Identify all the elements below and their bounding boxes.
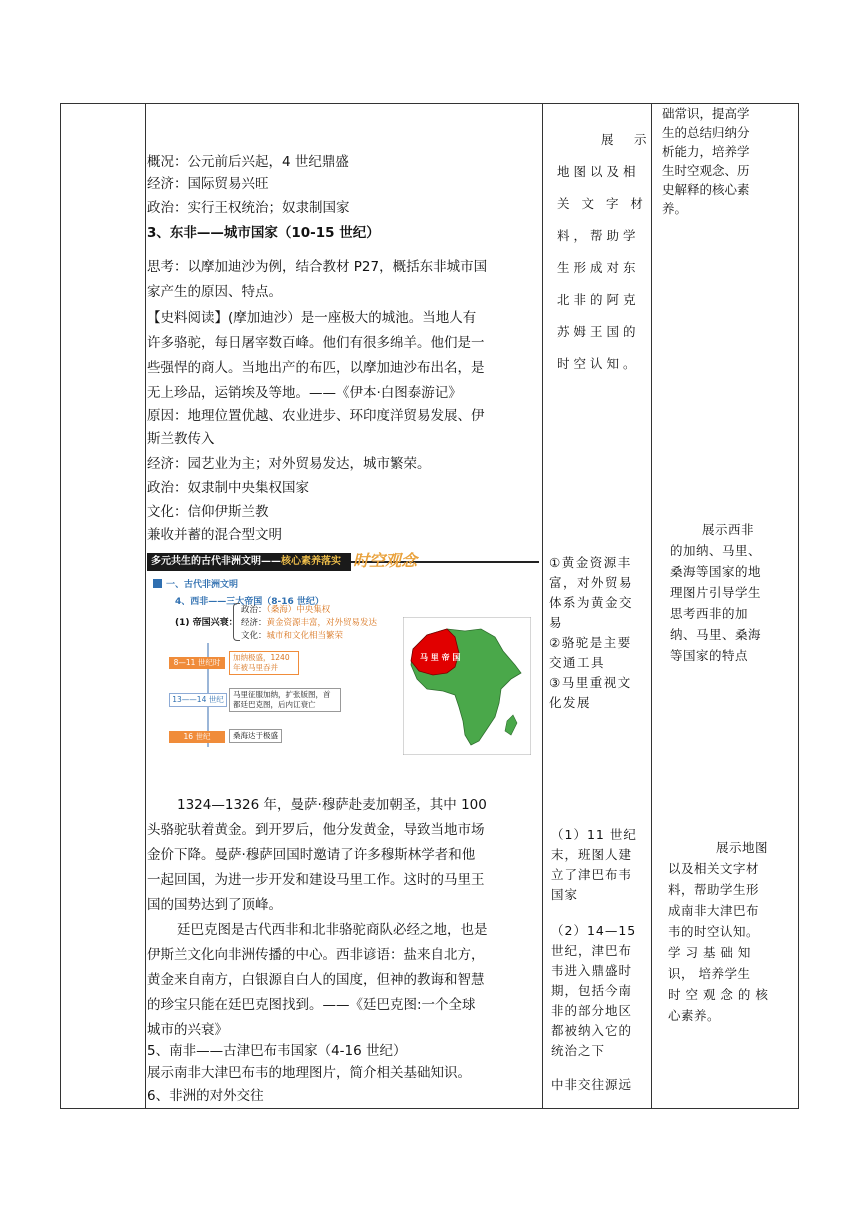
- column3-line: 韦进入鼎盛时: [551, 963, 633, 978]
- column4-line: 学 习 基 础 知: [668, 945, 751, 960]
- column3-line: 世纪，津巴布: [551, 943, 633, 958]
- column3-line: 中非交往源远: [551, 1077, 633, 1092]
- column3-bottom-block: [543, 825, 659, 1095]
- column3-line: ①黄金资源丰: [549, 555, 632, 570]
- section-heading-external-exchange: 6、非洲的对外交往: [147, 1088, 264, 1104]
- column3-line: 末，班图人建: [551, 847, 633, 862]
- column4-line: 时 空 观 念 的 核: [668, 987, 769, 1002]
- slide-item-label: 文化：: [241, 631, 267, 641]
- column3-line: 国家: [551, 887, 579, 902]
- politics-line: 政治：实行王权统治；奴隶制国家: [147, 200, 350, 216]
- economy-line: 经济：园艺业为主；对外贸易发达，城市繁荣。: [147, 456, 431, 472]
- economy-line: 经济：国际贸易兴旺: [147, 176, 269, 192]
- timeline-note-text: 马里征服加纳，扩张版图，首都廷巴克图，后内讧衰亡: [233, 690, 331, 709]
- slide-item-label: 经济：: [241, 618, 267, 628]
- column3-line: ③马里重视文: [549, 675, 632, 690]
- mansa-musa-paragraph-line: 国的国势达到了顶峰。: [147, 897, 282, 913]
- source-reading-line: 【史料阅读】(摩加迪沙）是一座极大的城池。当地人有: [147, 310, 477, 326]
- column4-line: 纳、马里、桑海: [670, 627, 762, 642]
- culture-line: 文化：信仰伊斯兰教: [147, 504, 269, 520]
- column4-line: 生的总结归纳分: [662, 125, 750, 140]
- column4-line: 础常识，提高学: [662, 106, 750, 121]
- column4-line: 成南非大津巴布: [668, 903, 760, 918]
- slide-item-economy: [241, 616, 377, 628]
- column4-line: 心素养。: [668, 1008, 721, 1023]
- slide-header-accent: 核心素养落实: [281, 556, 341, 567]
- column4-line: 思考西非的加: [670, 606, 749, 621]
- column4-line: 料，帮助学生形: [668, 882, 760, 897]
- column3-line: （1）11 世纪: [551, 827, 637, 842]
- column-divider-1: [145, 104, 146, 1108]
- slide-header-title: 多元共生的古代非洲文明——: [151, 556, 281, 567]
- column3-line: 期，包括今南: [551, 983, 633, 998]
- column4-line: 析能力，培养学: [662, 144, 750, 159]
- column3-line: ②骆驼是主要: [549, 635, 632, 650]
- source-reading-line: 无上珍品，运销埃及等地。——《伊本·白图泰游记》: [147, 385, 462, 401]
- column3-line: 生形成对东: [557, 260, 640, 275]
- source-reading-line: 许多骆驼，每日屠宰数百峰。他们有很多绵羊。他们是一: [147, 335, 485, 351]
- column4-line: 展示地图: [716, 840, 769, 855]
- column3-line: 富，对外贸易: [549, 575, 634, 590]
- column4-bottom-block: [652, 837, 814, 1026]
- column3-line: 关 文 字 材: [557, 196, 647, 211]
- column4-line: 展示西非: [702, 522, 755, 537]
- column3-line: 时空认知。: [557, 356, 640, 371]
- timeline-tag: 13——14 世纪: [169, 693, 227, 707]
- column3-line: 交通工具: [549, 655, 606, 670]
- slide-section: [153, 577, 238, 590]
- civilization-line: 兼收并蓄的混合型文明: [147, 527, 282, 543]
- timbuktu-paragraph-line: 的珍宝只能在廷巴克图找到。——《廷巴克图:一个全球: [147, 997, 476, 1013]
- column4-mid-block: [652, 519, 816, 666]
- slide-item-value: （桑海）中央集权: [266, 605, 331, 615]
- column4-line: 理图片引导学生: [670, 585, 762, 600]
- lesson-plan-table: [60, 103, 799, 1109]
- zimbabwe-intro-line: 展示南非大津巴布韦的地理图片，简介相关基础知识。: [147, 1065, 471, 1081]
- column3-line: 展 示: [601, 132, 651, 147]
- africa-map: [403, 617, 531, 755]
- think-question-line: 家产生的原因、特点。: [147, 284, 282, 300]
- timbuktu-paragraph-line: 廷巴克图是古代西非和北非骆驼商队必经之地，也是: [177, 922, 488, 938]
- column4-line: 桑海等国家的地: [670, 564, 762, 579]
- slide-item-politics: [241, 603, 330, 615]
- mansa-musa-paragraph-line: 一起回国，为进一步开发和建设马里工作。这时的马里王: [147, 872, 485, 888]
- column3-line: 体系为黄金交: [549, 595, 634, 610]
- column4-line: 韦的时空认知。: [668, 924, 760, 939]
- timbuktu-paragraph-line: 黄金来自南方，白银源自白人的国度，但神的教诲和智慧: [147, 972, 485, 988]
- timeline-tag: 8—11 世纪时: [169, 657, 225, 669]
- timeline-note: 桑海达于极盛: [229, 729, 282, 743]
- column3-line: 料，帮助学: [557, 228, 640, 243]
- west-africa-slide-image: [147, 547, 539, 769]
- column3-line: 非的部分地区: [551, 1003, 633, 1018]
- column3-line: 北非的阿克: [557, 292, 640, 307]
- timbuktu-paragraph-line: 城市的兴衰》: [147, 1022, 228, 1038]
- timeline-note-text: 加纳极盛，1240 年被马里吞并: [233, 653, 290, 672]
- column4-line: 史解释的核心素: [662, 182, 750, 197]
- mansa-musa-paragraph-line: 1324—1326 年，曼萨·穆萨赴麦加朝圣，其中 100: [177, 797, 487, 813]
- column4-line: 等国家的特点: [670, 648, 749, 663]
- mansa-musa-paragraph-line: 头骆驼驮着黄金。到开罗后，他分发黄金，导致当地市场: [147, 822, 485, 838]
- reason-line: 斯兰教传入: [147, 431, 215, 447]
- column3-line: 立了津巴布韦: [551, 867, 633, 882]
- slide-subsection: 4、西非——三大帝国（8-16 世纪）: [175, 597, 324, 607]
- slide-item-value: 黄金资源丰富，对外贸易发达: [266, 618, 378, 628]
- slide-item-value: 城市和文化相当繁荣: [266, 631, 344, 641]
- column4-line: 以及相关文字材: [668, 861, 760, 876]
- column3-line: 化发展: [549, 695, 592, 710]
- overview-line: 概况：公元前后兴起，4 世纪鼎盛: [147, 154, 349, 170]
- reason-line: 原因：地理位置优越、农业进步、环印度洋贸易发展、伊: [147, 408, 485, 424]
- column3-line: 地图以及相: [557, 164, 640, 179]
- column4-line: 生时空观念、历: [662, 163, 750, 178]
- slide-rise-label: (1) 帝国兴衰：: [175, 618, 238, 628]
- slide-section-label: 一、古代非洲文明: [166, 580, 239, 590]
- column4-line: 的加纳、马里、: [670, 543, 762, 558]
- timeline-tag: 16 世纪: [169, 731, 225, 743]
- think-question-line: 思考：以摩加迪沙为例，结合教材 P27，概括东非城市国: [147, 259, 488, 275]
- slide-stamp: 时空观念: [353, 551, 418, 570]
- section-marker-icon: [153, 579, 162, 588]
- brace-icon: [233, 603, 240, 641]
- timbuktu-paragraph-line: 伊斯兰文化向非洲传播的中心。西非谚语：盐来自北方，: [147, 947, 485, 963]
- section-heading-east-africa: 3、东非——城市国家（10-15 世纪）: [147, 225, 380, 241]
- column4-top-block: [652, 104, 808, 218]
- column3-line: 统治之下: [551, 1043, 606, 1058]
- column4-line: 识， 培养学生: [668, 966, 751, 981]
- column3-line: 易: [549, 615, 564, 630]
- mansa-musa-paragraph-line: 金价下降。曼萨·穆萨回国时邀请了许多穆斯林学者和他: [147, 847, 476, 863]
- timeline-note: [229, 688, 341, 712]
- slide-header: [147, 553, 351, 571]
- column3-line: 都被纳入它的: [551, 1023, 633, 1038]
- column3-top-block: [543, 124, 651, 380]
- section-heading-south-africa: 5、南非——古津巴布韦国家（4-16 世纪）: [147, 1043, 407, 1059]
- column3-line: （2）14—15: [551, 923, 637, 938]
- timeline-note: [229, 651, 299, 675]
- slide-item-culture: [241, 629, 343, 641]
- column3-line: 苏姆王国的: [557, 324, 640, 339]
- source-reading-line: 些强悍的商人。当地出产的布匹，以摩加迪沙布出名，是: [147, 360, 485, 376]
- column4-line: 养。: [662, 201, 688, 216]
- slide-item-label: 政治：: [241, 605, 267, 615]
- column3-mid-block: [543, 553, 657, 713]
- politics-line: 政治：奴隶制中央集权国家: [147, 480, 309, 496]
- map-label: 马 里 帝 国: [420, 653, 461, 662]
